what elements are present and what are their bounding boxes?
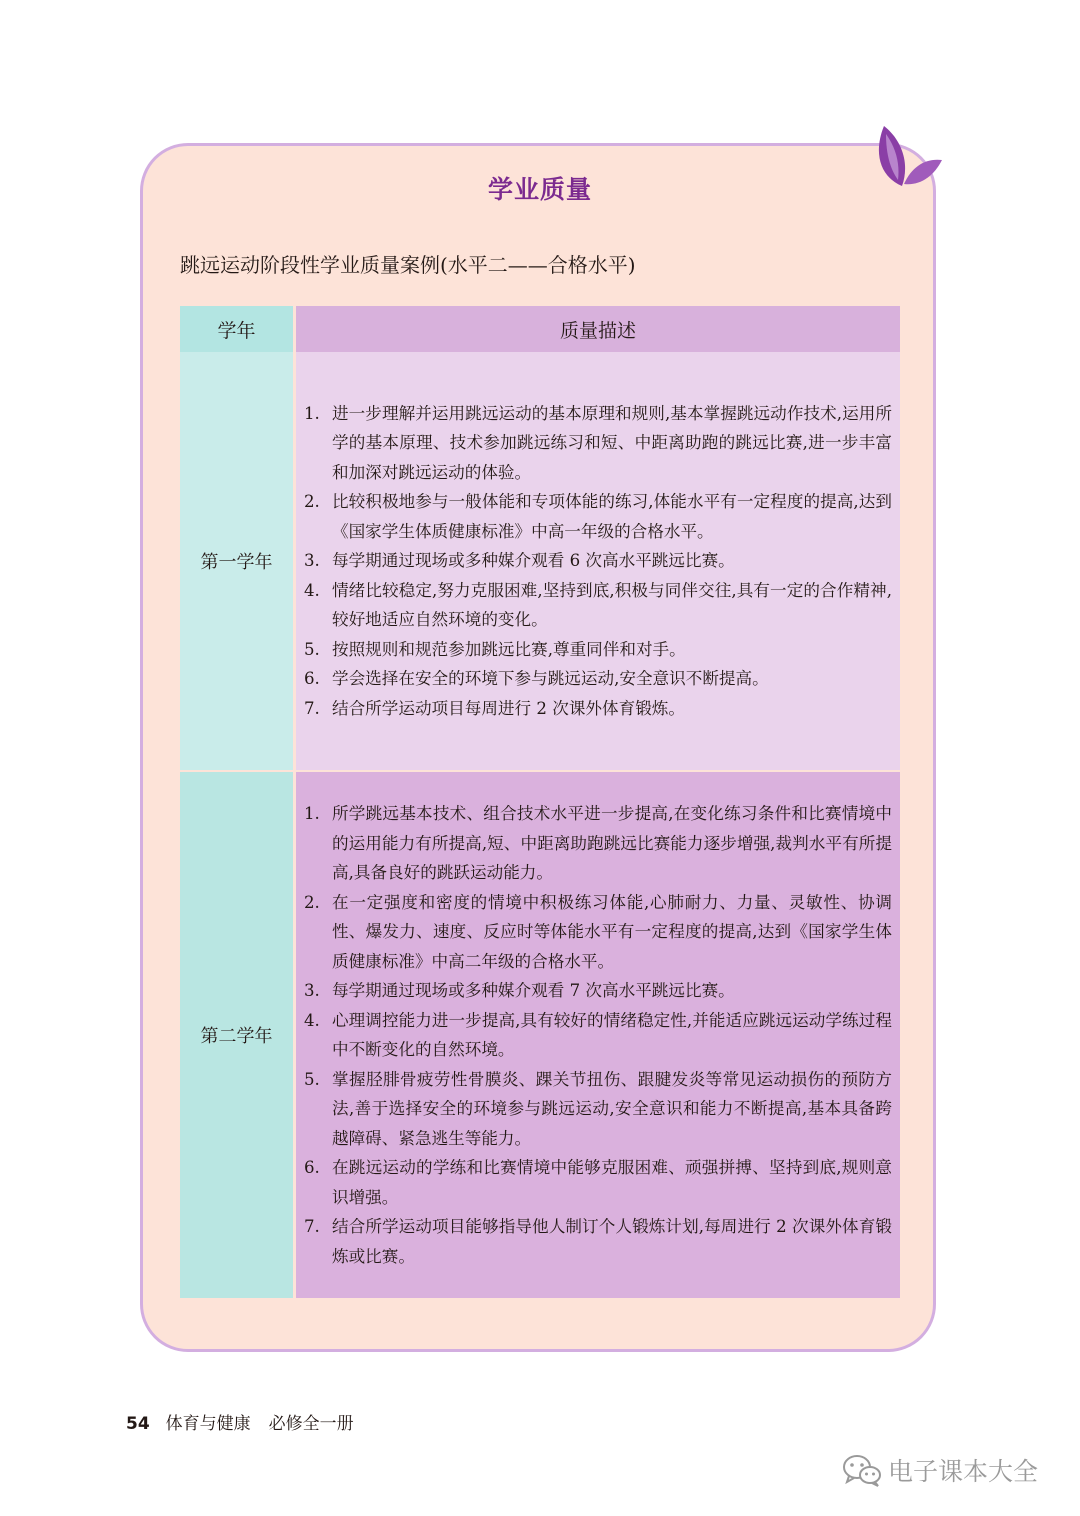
description-list — [304, 799, 892, 1271]
book-volume: 必修全一册 — [268, 1414, 354, 1434]
item-number: 4. — [304, 580, 320, 600]
year-cell: 第二学年 — [180, 770, 296, 1298]
item-text: 在一定强度和密度的情境中积极练习体能,心肺耐力、力量、灵敏性、协调性、爆发力、速度、反应时等体能水平有一定程度的提高,达到《国家学生体质健康标准》中高二年级的合格水平。 — [332, 892, 892, 971]
list-item — [304, 576, 892, 635]
list-item — [304, 487, 892, 546]
item-number: 6. — [304, 669, 320, 689]
list-item — [304, 888, 892, 977]
item-text: 结合所学运动项目每周进行 2 次课外体育锻炼。 — [332, 698, 685, 718]
item-number: 7. — [304, 698, 320, 718]
item-number: 7. — [304, 1217, 320, 1236]
item-text: 所学跳远基本技术、组合技术水平进一步提高,在变化练习条件和比赛情境中的运用能力有所提高,短、中距离助跑跳远比赛能力逐步增强,裁判水平有所提高,具备良好的跳跃运动能力。 — [332, 804, 892, 882]
item-text: 学会选择在安全的环境下参与跳远运动,安全意识不断提高。 — [332, 669, 769, 689]
list-item — [304, 1065, 892, 1154]
book-title: 体育与健康 — [165, 1414, 251, 1434]
item-number: 1. — [304, 804, 320, 823]
item-text: 进一步理解并运用跳远运动的基本原理和规则,基本掌握跳远动作技术,运用所学的基本原理、技术参加跳远练习和短、中距离助跑的跳远比赛,进一步丰富和加深对跳远运动的体验。 — [332, 403, 892, 482]
header-description: 质量描述 — [296, 306, 900, 352]
item-text: 按照规则和规范参加跳远比赛,尊重同伴和对手。 — [332, 639, 686, 659]
table-row — [180, 352, 900, 770]
item-number: 3. — [304, 551, 320, 571]
description-list — [304, 399, 892, 724]
year-cell: 第一学年 — [180, 352, 296, 770]
quality-table — [180, 306, 900, 1298]
item-text: 心理调控能力进一步提高,具有较好的情绪稳定性,并能适应跳远运动学练过程中不断变化的自然环境。 — [332, 1010, 892, 1059]
item-text: 在跳远运动的学练和比赛情境中能够克服困难、顽强拼搏、坚持到底,规则意识增强。 — [332, 1158, 892, 1207]
list-item — [304, 1212, 892, 1271]
item-number: 2. — [304, 492, 320, 512]
item-number: 5. — [304, 639, 320, 659]
panel-subtitle: 跳远运动阶段性学业质量案例(水平二——合格水平) — [180, 253, 636, 277]
panel-title: 学业质量 — [487, 175, 592, 204]
table-row — [180, 770, 900, 1298]
watermark — [842, 1452, 1038, 1488]
watermark-text: 电子课本大全 — [888, 1457, 1039, 1486]
item-text: 每学期通过现场或多种媒介观看 6 次高水平跳远比赛。 — [332, 551, 735, 571]
list-item — [304, 664, 892, 694]
list-item — [304, 976, 892, 1006]
item-number: 2. — [304, 892, 320, 912]
item-number: 1. — [304, 403, 320, 423]
list-item — [304, 546, 892, 576]
page-number: 54 — [126, 1414, 150, 1434]
list-item — [304, 1153, 892, 1212]
list-item — [304, 399, 892, 488]
item-number: 5. — [304, 1069, 320, 1089]
list-item — [304, 694, 892, 724]
description-cell — [296, 352, 900, 770]
list-item — [304, 799, 892, 888]
page-footer — [126, 1409, 354, 1434]
item-number: 3. — [304, 981, 320, 1000]
list-item — [304, 635, 892, 665]
item-text: 掌握胫腓骨疲劳性骨膜炎、踝关节扭伤、跟腱发炎等常见运动损伤的预防方法,善于选择安全的环境参与跳远运动,安全意识和能力不断提高,基本具备跨越障碍、紧急逃生等能力。 — [332, 1069, 892, 1148]
description-cell — [296, 770, 900, 1298]
item-text: 情绪比较稳定,努力克服困难,坚持到底,积极与同伴交往,具有一定的合作精神,较好地适应自然环境的变化。 — [332, 580, 892, 630]
table-header-row — [180, 306, 900, 352]
item-text: 每学期通过现场或多种媒介观看 7 次高水平跳远比赛。 — [332, 981, 735, 1000]
item-text: 比较积极地参与一般体能和专项体能的练习,体能水平有一定程度的提高,达到《国家学生体质健康标准》中高一年级的合格水平。 — [332, 492, 892, 541]
wechat-icon — [842, 1453, 882, 1487]
list-item — [304, 1006, 892, 1065]
item-number: 4. — [304, 1010, 320, 1030]
item-text: 结合所学运动项目能够指导他人制订个人锻炼计划,每周进行 2 次课外体育锻炼或比赛。 — [332, 1217, 892, 1266]
item-number: 6. — [304, 1158, 320, 1177]
header-year: 学年 — [180, 306, 296, 352]
